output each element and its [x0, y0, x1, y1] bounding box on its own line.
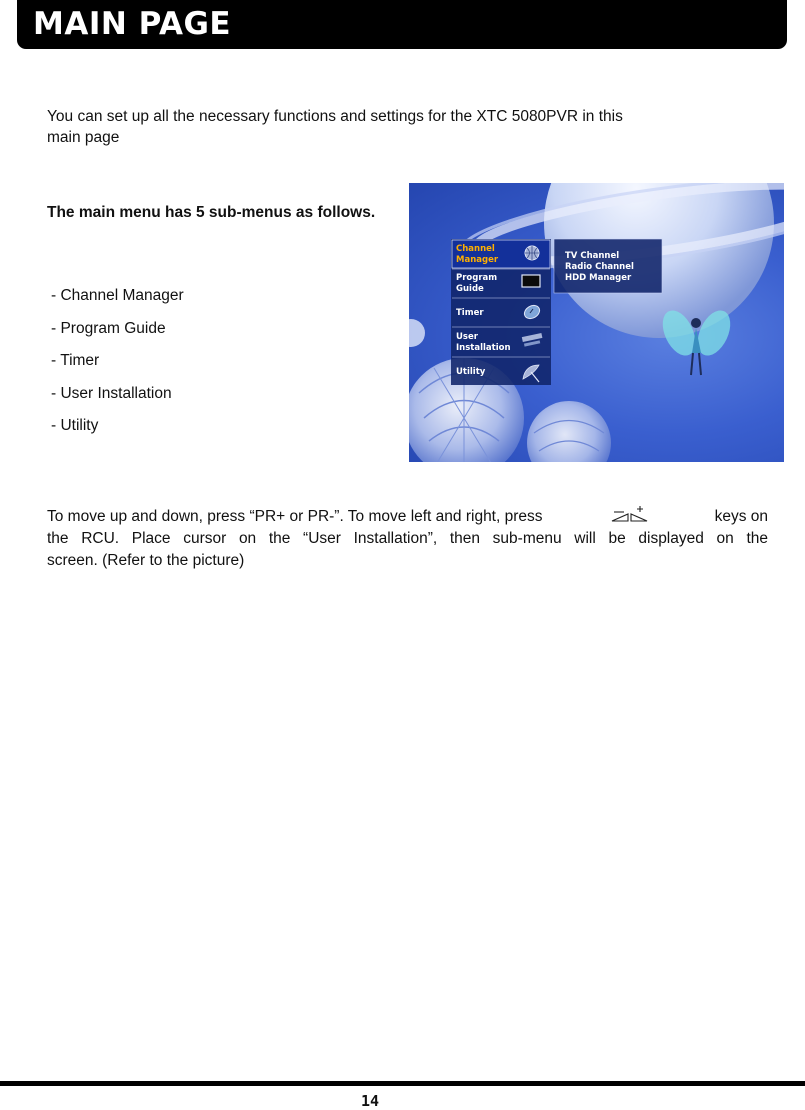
- submenu-item-timer: - Timer: [51, 352, 100, 369]
- navigation-text-part2: keys on: [714, 508, 768, 525]
- tv-icon: [522, 275, 540, 287]
- submenu-item-user-installation: - User Installation: [51, 384, 172, 402]
- navigation-text-part1: To move up and down, press “PR+ or PR-”. To move left and right, press: [47, 508, 543, 525]
- menu-screenshot-art: [409, 183, 784, 462]
- navigation-paragraph: [47, 506, 768, 572]
- osd-main-menu: [451, 239, 551, 385]
- menu-screenshot: [409, 183, 784, 462]
- submenu-item-program-guide: - Program Guide: [51, 319, 166, 337]
- left-right-keys-icon: [603, 506, 655, 528]
- submenu-list: [51, 285, 184, 448]
- intro-line-1: You can set up all the necessary functions and settings for the XTC 5080PVR in this: [47, 108, 623, 125]
- osd-menu-item-line1: Channel: [456, 244, 495, 254]
- menu-heading: The main menu has 5 sub-menus as follows.: [47, 204, 376, 221]
- osd-menu-item-line1: Timer: [456, 308, 484, 318]
- navigation-line-1: [47, 506, 768, 528]
- intro-paragraph: [47, 106, 747, 148]
- osd-submenu-item: Radio Channel: [565, 262, 634, 272]
- osd-menu-item-line2: Installation: [456, 343, 511, 353]
- footer-rule: [0, 1081, 805, 1086]
- osd-menu-item-line1: User: [456, 332, 478, 342]
- submenu-item-channel-manager: - Channel Manager: [51, 287, 184, 304]
- osd-submenu-item: TV Channel: [565, 251, 620, 261]
- page-number: 14: [360, 1092, 380, 1110]
- page-title: MAIN PAGE: [33, 6, 232, 42]
- osd-menu-item-line2: Manager: [456, 255, 499, 265]
- navigation-text-line2: the RCU. Place cursor on the “User Installation”, then sub-menu will be displayed on the: [47, 530, 768, 547]
- submenu-item-utility: - Utility: [51, 417, 99, 434]
- header-bar: [17, 0, 787, 49]
- intro-line-2: main page: [47, 129, 120, 146]
- osd-menu-item-line1: Utility: [456, 367, 486, 377]
- osd-sub-menu: [554, 239, 662, 293]
- osd-menu-item-line2: Guide: [456, 284, 484, 294]
- navigation-line-3: screen. (Refer to the picture): [47, 552, 245, 569]
- globe-icon: [525, 246, 539, 260]
- osd-submenu-item: HDD Manager: [565, 273, 632, 283]
- osd-menu-item-line1: Program: [456, 273, 498, 283]
- navigation-line-2: [47, 528, 768, 550]
